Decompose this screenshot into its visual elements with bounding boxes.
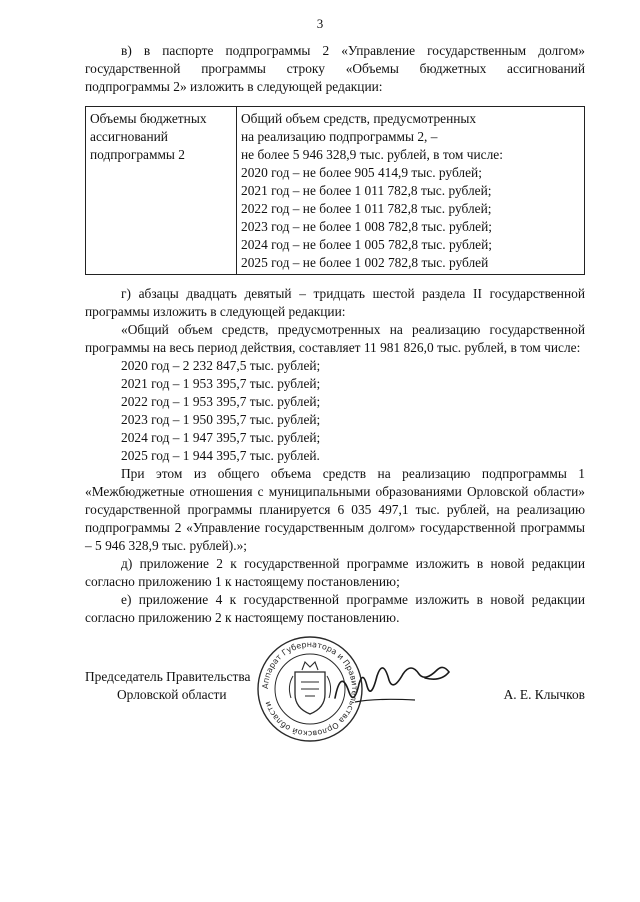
table-value-line: на реализацию подпрограммы 2, –: [241, 129, 438, 144]
list-item: 2023 год – 1 950 395,7 тыс. рублей;: [121, 412, 321, 427]
table-value-line: не более 5 946 328,9 тыс. рублей, в том числе:: [241, 147, 503, 162]
list-item: 2022 год – 1 953 395,7 тыс. рублей;: [121, 394, 321, 409]
table-value-line: 2022 год – не более 1 011 782,8 тыс. рублей;: [241, 201, 492, 216]
paragraph-e: е) приложение 4 к государственной программе изложить в новой редакции согласно приложению 2 к настоящему постановлению.: [85, 592, 585, 625]
signatory-title-line1: Председатель Правительства: [85, 669, 251, 684]
paragraph-d: д) приложение 2 к государственной программе изложить в новой редакции согласно приложению 1 к настоящему постановлению;: [85, 556, 585, 589]
handwritten-signature-icon: [325, 658, 465, 718]
list-item: 2021 год – 1 953 395,7 тыс. рублей;: [121, 376, 321, 391]
list-item: 2024 год – 1 947 395,7 тыс. рублей;: [121, 430, 321, 445]
paragraph-g: г) абзацы двадцать девятый – тридцать шестой раздела II государственной программы изложить в следующей редакции:: [85, 286, 585, 319]
table-cell-value: [237, 107, 585, 275]
signatory-title-line2: Орловской области: [117, 687, 227, 702]
intro-paragraph: в) в паспорте подпрограммы 2 «Управление государственным долгом» государственной программы строку «Объемы бюджетных ассигнований подпрограммы 2» изложить в следующей редакции:: [85, 43, 585, 94]
list-item: 2025 год – 1 944 395,7 тыс. рублей.: [121, 448, 320, 463]
table-label-line: подпрограммы 2: [90, 147, 185, 162]
list-item: 2020 год – 2 232 847,5 тыс. рублей;: [121, 358, 321, 373]
page-number: 3: [316, 16, 324, 31]
table-value-line: 2020 год – не более 905 414,9 тыс. рублей;: [241, 165, 482, 180]
table-value-line: 2025 год – не более 1 002 782,8 тыс. рублей: [241, 255, 489, 270]
passport-table: [85, 106, 585, 275]
quote-paragraph: «Общий объем средств, предусмотренных на реализацию государственной программы на весь период действия, составляет 11 981 826,0 тыс. рублей, в том числе:: [85, 322, 585, 355]
table-value-line: 2024 год – не более 1 005 782,8 тыс. рублей;: [241, 237, 492, 252]
year-list: [85, 357, 585, 465]
table-row: [86, 107, 585, 275]
table-cell-label: [86, 107, 237, 275]
document-body: [85, 42, 585, 627]
table-value-line: 2021 год – не более 1 011 782,8 тыс. рублей;: [241, 183, 492, 198]
seal-text: Аппарат Губернатора и Правительства Орловской области: [260, 639, 360, 739]
paragraph-pri: При этом из общего объема средств на реализацию подпрограммы 1 «Межбюджетные отношения с муниципальными образованиями Орловской области» государственной программы планируется 6 035 497,1 тыс. рублей, на реализацию подпрограммы 2 «Управление государственным долгом» государственной программы – 5 946 328,9 тыс. рублей).»;: [85, 466, 585, 553]
table-label-line: ассигнований: [90, 129, 168, 144]
table-value-line: Общий объем средств, предусмотренных: [241, 111, 477, 126]
signature-block: [85, 638, 585, 748]
table-value-line: 2023 год – не более 1 008 782,8 тыс. рублей;: [241, 219, 492, 234]
table-label-line: Объемы бюджетных: [90, 111, 207, 126]
signatory-name: А. Е. Клычков: [503, 687, 585, 702]
